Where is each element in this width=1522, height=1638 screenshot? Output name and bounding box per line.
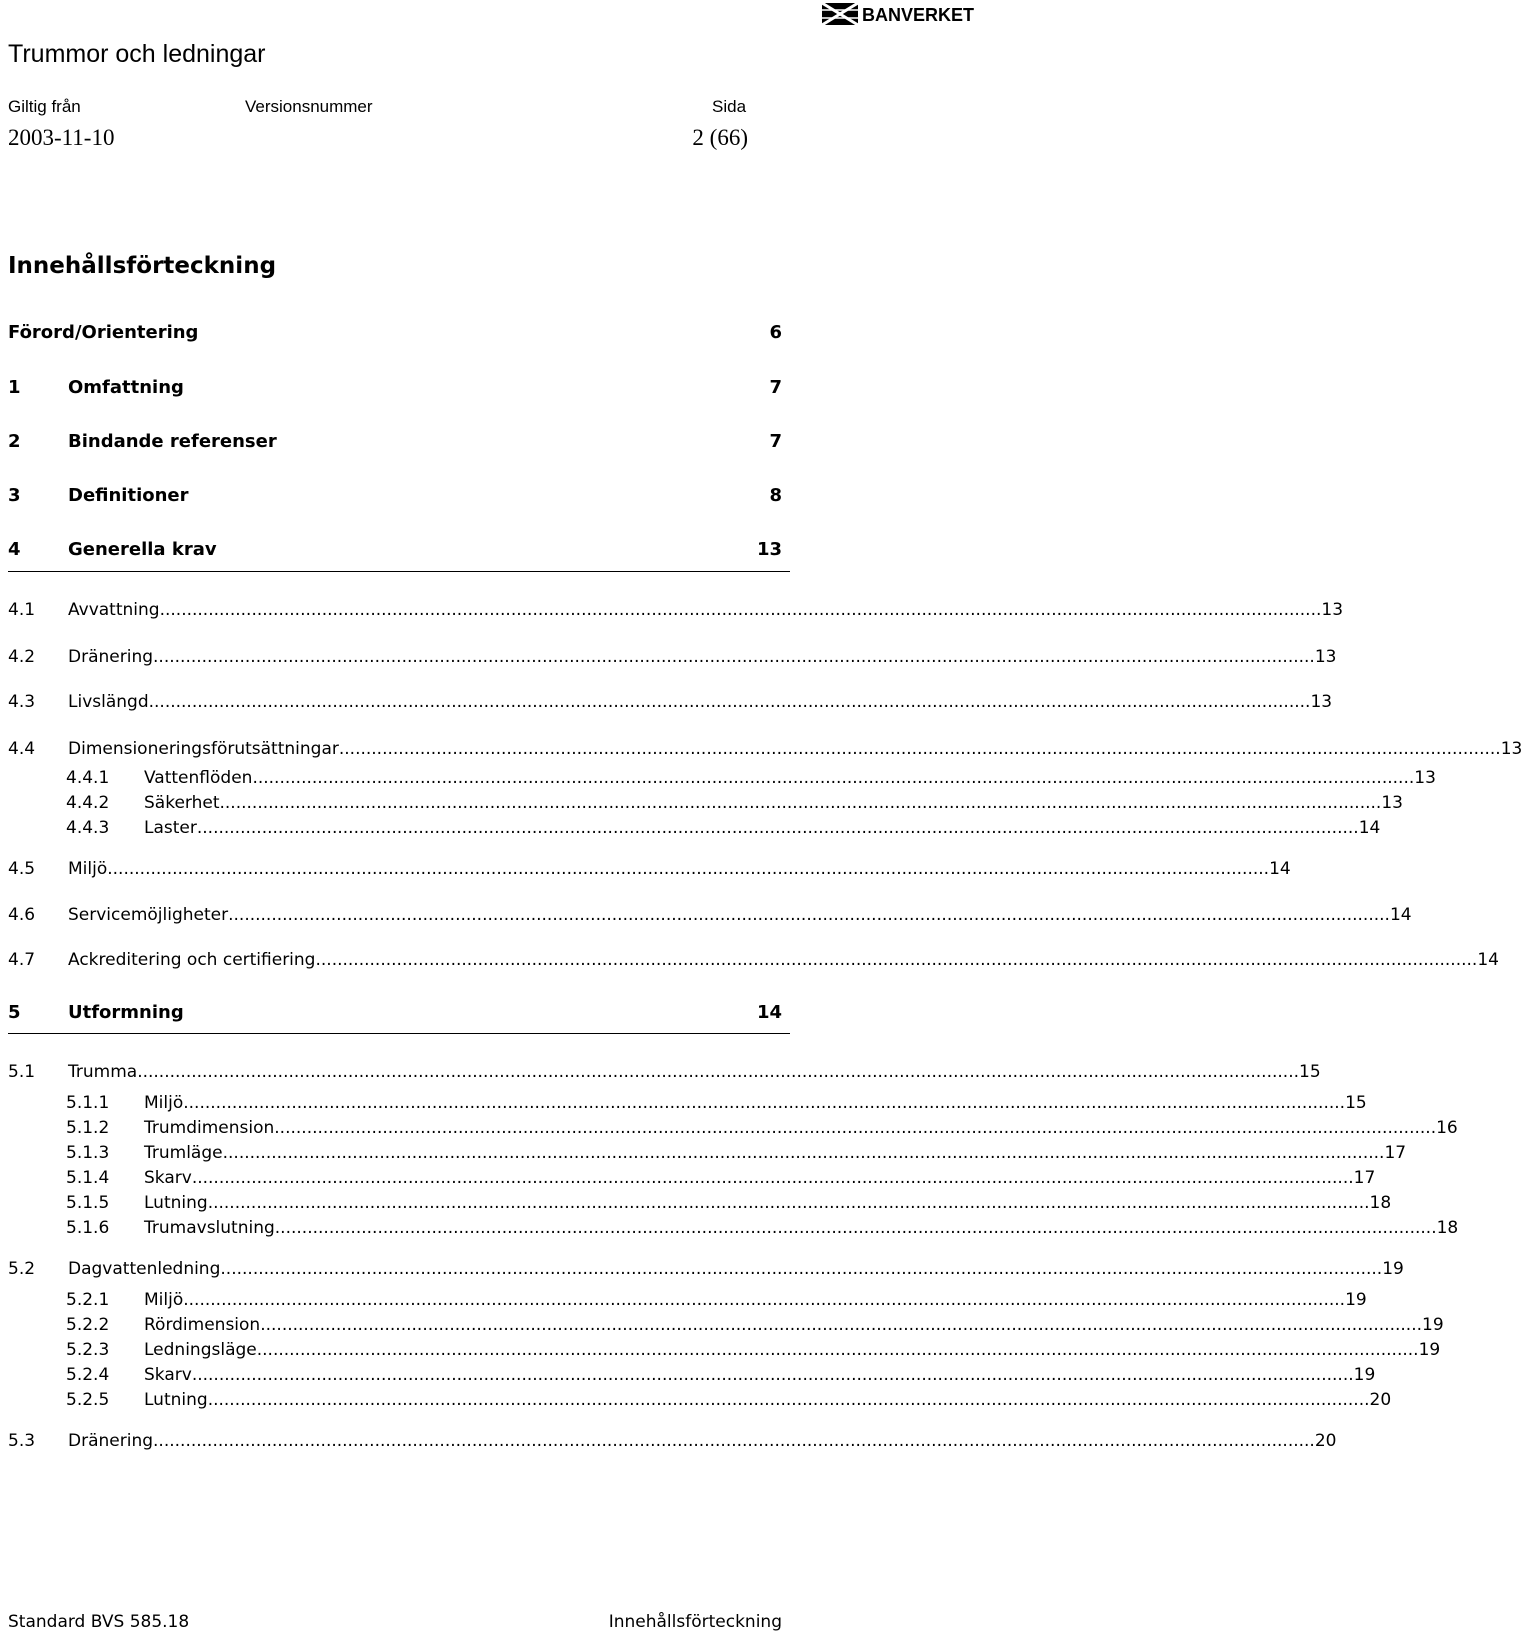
toc-entry-page: 13: [1310, 692, 1333, 712]
dot-leader: [223, 1143, 1385, 1165]
footer-section-name: Innehållsförteckning: [608, 1612, 782, 1632]
toc-entry-title: Lutning: [144, 1193, 208, 1213]
toc-entry-number: 4.4.3: [66, 818, 110, 838]
toc-entry-page: 17: [1353, 1168, 1376, 1188]
toc-entry-number: 1: [8, 377, 21, 398]
toc-entry-title: Miljö: [144, 1290, 184, 1310]
footer-standard-ref: Standard BVS 585.18: [8, 1612, 190, 1632]
toc-entry-page: 7: [769, 431, 782, 452]
toc-entry[interactable]: [66, 1365, 1376, 1387]
toc-entry-page: 14: [1477, 950, 1499, 970]
toc-entry-page: 15: [1299, 1062, 1321, 1082]
toc-entry-page: 18: [1436, 1218, 1459, 1238]
toc-entry-number: 4.4.1: [66, 768, 110, 788]
toc-entry-number: 5.1.1: [66, 1093, 110, 1113]
toc-entry-number: 5.2.3: [66, 1340, 110, 1360]
dot-leader: [153, 1431, 1315, 1453]
toc-entry[interactable]: [66, 1340, 1441, 1362]
toc-entry-page: 8: [769, 485, 782, 506]
toc-entry-number: 5.1.6: [66, 1218, 110, 1238]
toc-entry-title: Servicemöjligheter: [68, 905, 229, 925]
svg-text:BANVERKET: BANVERKET: [862, 5, 975, 25]
page-number-value: 2 (66): [692, 125, 748, 150]
dot-leader: [183, 1290, 1345, 1312]
toc-entry-number: 5.1.2: [66, 1118, 110, 1138]
toc-entry[interactable]: [66, 1390, 1392, 1412]
toc-entry-title: Lutning: [144, 1390, 208, 1410]
toc-entry-page: 19: [1382, 1259, 1404, 1279]
toc-entry-title: Miljö: [144, 1093, 184, 1113]
section-rule: [8, 571, 790, 572]
valid-from-label: Giltig från: [8, 97, 81, 116]
toc-entry-number: 5.1.3: [66, 1143, 110, 1163]
dot-leader: [228, 905, 1390, 927]
toc-entry-page: 13: [756, 539, 782, 560]
toc-entry-title: Förord/Orientering: [8, 322, 199, 343]
version-label: Versionsnummer: [245, 97, 373, 116]
toc-entry-page: 7: [769, 377, 782, 398]
toc-entry[interactable]: [66, 1290, 1367, 1312]
toc-entry-page: 13: [1314, 647, 1337, 667]
toc-entry-number: 5.2.2: [66, 1315, 110, 1335]
dot-leader: [192, 1168, 1354, 1190]
toc-entry-title: Dagvattenledning: [68, 1259, 221, 1279]
toc-entry-title: Generella krav: [68, 539, 217, 560]
toc-entry-title: Bindande referenser: [68, 431, 277, 452]
toc-entry-number: 4.4: [8, 739, 36, 759]
toc-entry[interactable]: [8, 647, 1337, 669]
document-title: Trummor och ledningar: [8, 40, 266, 68]
toc-entry[interactable]: [66, 768, 1436, 790]
toc-entry-number: 4.6: [8, 905, 36, 925]
toc-entry-number: 4.7: [8, 950, 36, 970]
toc-entry-page: 14: [1358, 818, 1381, 838]
toc-entry-number: 5.2.1: [66, 1290, 110, 1310]
page-label: Sida: [712, 97, 747, 116]
dot-leader: [208, 1390, 1370, 1412]
dot-leader: [149, 692, 1311, 714]
toc-entry-page: 19: [1418, 1340, 1441, 1360]
toc-entry-number: 5.2: [8, 1259, 36, 1279]
toc-entry-number: 5.2.4: [66, 1365, 110, 1385]
toc-entry-page: 19: [1422, 1315, 1444, 1335]
toc-entry[interactable]: [66, 1218, 1459, 1240]
toc-entry-title: Skarv: [144, 1168, 192, 1188]
dot-leader: [192, 1365, 1354, 1387]
dot-leader: [257, 1340, 1419, 1362]
toc-entry-title: Trumavslutning: [144, 1218, 275, 1238]
toc-level1-entry[interactable]: [8, 431, 782, 455]
toc-entry[interactable]: [66, 1118, 1458, 1140]
toc-level1-entry[interactable]: [8, 377, 782, 401]
toc-entry-number: 4.1: [8, 600, 36, 620]
toc-entry-title: Skarv: [144, 1365, 192, 1385]
toc-entry-page: 14: [1269, 859, 1291, 879]
toc-entry-page: 19: [1345, 1290, 1367, 1310]
toc-entry-number: 5.2.5: [66, 1390, 110, 1410]
toc-entry-page: 13: [1414, 768, 1436, 788]
toc-entry-page: 19: [1353, 1365, 1376, 1385]
toc-entry[interactable]: [8, 600, 1344, 622]
dot-leader: [137, 1062, 1299, 1084]
toc-entry-title: Livslängd: [68, 692, 149, 712]
toc-entry-page: 16: [1436, 1118, 1458, 1138]
toc-entry-title: Vattenflöden: [144, 768, 253, 788]
toc-entry-page: 6: [769, 322, 782, 343]
valid-from-value: 2003-11-10: [8, 125, 115, 150]
dot-leader: [160, 600, 1322, 622]
toc-entry-page: 18: [1369, 1193, 1392, 1213]
toc-entry-title: Avvattning: [68, 600, 160, 620]
dot-leader: [107, 859, 1269, 881]
toc-entry[interactable]: [66, 1315, 1444, 1337]
toc-entry-title: Trumdimension: [144, 1118, 275, 1138]
toc-entry-title: Trumma: [68, 1062, 138, 1082]
dot-leader: [339, 739, 1501, 761]
toc-entry-title: Rördimension: [144, 1315, 261, 1335]
toc-entry-title: Omfattning: [68, 377, 184, 398]
toc-heading: Innehållsförteckning: [8, 253, 277, 279]
toc-entry[interactable]: [66, 1193, 1392, 1215]
toc-level1-entry[interactable]: [8, 485, 782, 509]
toc-entry-title: Ledningsläge: [144, 1340, 257, 1360]
toc-entry-number: 4.3: [8, 692, 36, 712]
toc-entry-page: 13: [1381, 793, 1403, 813]
toc-entry[interactable]: [66, 1093, 1367, 1115]
dot-leader: [252, 768, 1414, 790]
toc-entry-title: Säkerhet: [144, 793, 220, 813]
toc-entry[interactable]: [8, 1062, 1321, 1084]
toc-entry-title: Utformning: [68, 1002, 184, 1023]
banverket-logo: [822, 2, 975, 26]
toc-entry-number: 5.3: [8, 1431, 36, 1451]
toc-entry-number: 2: [8, 431, 21, 452]
section-rule: [8, 1033, 790, 1034]
toc-entry-title: Definitioner: [68, 485, 189, 506]
toc-entry-number: 5.1.4: [66, 1168, 110, 1188]
toc-entry-number: 5.1.5: [66, 1193, 110, 1213]
dot-leader: [274, 1118, 1436, 1140]
toc-entry[interactable]: [8, 1259, 1404, 1281]
toc-entry-number: 5.1: [8, 1062, 36, 1082]
toc-entry-title: Miljö: [68, 859, 108, 879]
toc-entry-number: 3: [8, 485, 21, 506]
toc-entry-title: Trumläge: [144, 1143, 223, 1163]
toc-entry[interactable]: [8, 950, 1499, 972]
toc-entry-number: 4.4.2: [66, 793, 110, 813]
toc-entry-number: 4: [8, 539, 21, 560]
dot-leader: [153, 647, 1315, 669]
toc-entry-number: 4.5: [8, 859, 36, 879]
toc-entry[interactable]: [66, 818, 1381, 840]
dot-leader: [260, 1315, 1422, 1337]
toc-entry-page: 15: [1345, 1093, 1367, 1113]
toc-entry-title: Dränering: [68, 1431, 154, 1451]
toc-entry-page: 13: [1321, 600, 1344, 620]
dot-leader: [275, 1218, 1437, 1240]
toc-entry[interactable]: [66, 1168, 1376, 1190]
toc-entry[interactable]: [66, 1143, 1407, 1165]
toc-entry[interactable]: [8, 905, 1412, 927]
toc-entry-title: Laster: [144, 818, 197, 838]
toc-level1-entry[interactable]: [8, 322, 782, 346]
dot-leader: [183, 1093, 1345, 1115]
toc-entry[interactable]: [66, 793, 1403, 815]
toc-entry[interactable]: [8, 692, 1333, 714]
toc-entry[interactable]: [8, 859, 1291, 881]
toc-entry-title: Dränering: [68, 647, 154, 667]
toc-entry[interactable]: [8, 739, 1522, 761]
dot-leader: [208, 1193, 1370, 1215]
dot-leader: [197, 818, 1359, 840]
toc-level1-entry[interactable]: [8, 1002, 782, 1026]
toc-entry[interactable]: [8, 1431, 1337, 1453]
toc-entry-page: 13: [1500, 739, 1522, 759]
toc-level1-entry[interactable]: [8, 539, 782, 563]
dot-leader: [315, 950, 1477, 972]
toc-entry-page: 14: [756, 1002, 782, 1023]
toc-entry-title: Ackreditering och certifiering: [68, 950, 316, 970]
dot-leader: [220, 1259, 1382, 1281]
toc-entry-number: 5: [8, 1002, 21, 1023]
toc-entry-page: 20: [1369, 1390, 1392, 1410]
banverket-logo-graphic: [822, 2, 975, 26]
dot-leader: [220, 793, 1382, 815]
toc-entry-page: 14: [1389, 905, 1412, 925]
toc-entry-page: 20: [1314, 1431, 1337, 1451]
toc-entry-page: 17: [1384, 1143, 1407, 1163]
toc-entry-number: 4.2: [8, 647, 36, 667]
toc-entry-title: Dimensioneringsförutsättningar: [68, 739, 339, 759]
